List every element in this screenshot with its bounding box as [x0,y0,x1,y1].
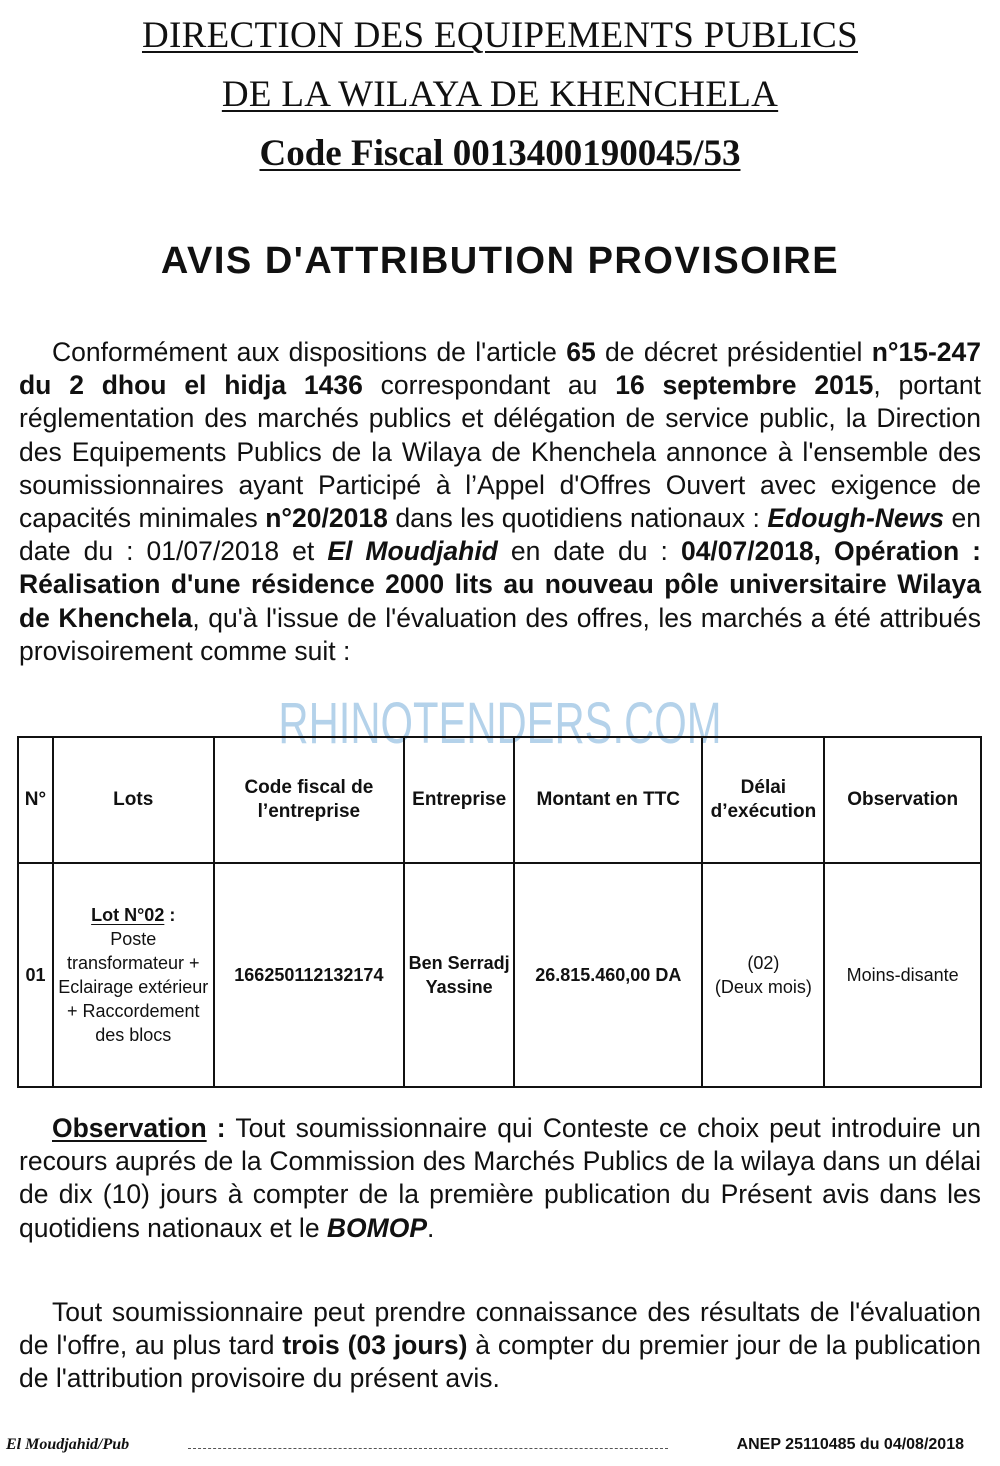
award-table [17,736,982,1088]
footer-anep-reference: ANEP 25110485 du 04/08/2018 [736,1436,964,1453]
notice-title: AVIS D'ATTRIBUTION PROVISOIRE [160,240,840,282]
cell-num: 01 [18,863,53,1087]
observation-text: Tout soumissionnaire qui Conteste ce choix peut introduire un recours auprés de la Commission des Marchés Publics de la wilaya dans un délai de dix (10) jours à compter de la première publication du Présent avis dans les quotidiens nationaux et le [19,1113,982,1243]
intro-text: dans les quotidiens nationaux : [387,503,768,534]
intro-tender-number: n°20/2018 [265,503,388,534]
delai-text: (Deux mois) [714,977,812,997]
intro-article: 65 [566,337,596,367]
intro-text: , portant réglementation des marchés publics et délégation de service public, la Direction des Equipements Publics de la Wilaya de Khenchela annonce à l'ensemble des soumissionnaires ayant Participé à l’Appel d'Offres Ouvert avec exigence de capacités minimales [19,370,981,534]
intro-decree: n°15-247 du 2 dhou el hidja 1436 [19,337,981,401]
observation-label: Observation [52,1113,207,1143]
col-header-entreprise: Entreprise [404,737,514,863]
col-header-observation: Observation [824,737,981,863]
closing-deadline: trois (03 jours) [282,1330,468,1361]
intro-text: en date du : 01/07/2018 et [19,503,982,567]
intro-date: 16 septembre 2015 [615,370,874,401]
col-header-montant: Montant en TTC [514,737,702,863]
lot-description: Poste transformateur + Eclairage extérieur + Raccordement des blocs [58,929,209,1045]
lot-label-sep: : [164,905,176,925]
header-fiscal-code-text: Code Fiscal 0013400190045/53 [259,133,741,174]
lot-label [56,903,211,927]
cell-montant: 26.815.460,00 DA [514,863,702,1087]
footer-divider [188,1448,668,1449]
table-row [18,863,981,1087]
watermark: RHINOTENDERS.COM [278,691,722,756]
col-header-num: N° [18,737,53,863]
cell-entreprise: Ben Serradj Yassine [404,863,514,1087]
header-line-1 [0,14,1000,57]
intro-operation: 04/07/2018, Opération : Réalisation d'une résidence 2000 lits au nouveau pôle universitaire Wilaya de Khenchela [19,536,981,633]
intro-text: , qu'à l'issue de l'évaluation des offres, les marchés a été attribués provisoirement comme suit : [19,602,981,666]
header-line-2-text: DE LA WILAYA DE KHENCHELA [221,74,779,115]
cell-lots [53,863,214,1087]
footer-publication: El Moudjahid/Pub [6,1436,130,1453]
col-header-delai: Délai d’exécution [702,737,824,863]
header-line-2 [0,73,1000,116]
intro-text: de décret présidentiel [595,337,872,367]
closing-text: Tout soumissionnaire peut prendre connaissance des résultats de l'évaluation de l'offre, au plus tard [19,1297,981,1361]
observation-paragraph [19,1112,981,1245]
lot-label-text: Lot N°02 [91,905,165,925]
intro-text: Conformément aux dispositions de l'article [52,337,567,367]
intro-paragraph [19,336,981,668]
observation-sep: : [206,1113,226,1143]
intro-text: en date du : [497,536,681,567]
table-header-row [18,737,981,863]
delai-number: (02) [747,953,780,973]
intro-text: correspondant au [362,370,616,401]
col-header-code: Code fiscal de l’entreprise [214,737,405,863]
closing-paragraph [19,1296,981,1396]
header-fiscal-code [0,132,1000,175]
observation-end: . [427,1212,435,1243]
cell-code: 166250112132174 [214,863,405,1087]
cell-observation: Moins-disante [824,863,981,1087]
observation-bomop: BOMOP [326,1212,428,1243]
closing-text: à compter du premier jour de la publication de l'attribution provisoire du présent avis. [19,1330,981,1394]
header-line-1-text: DIRECTION DES EQUIPEMENTS PUBLICS [141,15,858,56]
cell-delai [702,863,824,1087]
intro-newspaper-2: El Moudjahid [327,536,498,567]
footer [0,1436,1000,1460]
intro-newspaper-1: Edough-News [767,503,945,534]
col-header-lots: Lots [53,737,214,863]
